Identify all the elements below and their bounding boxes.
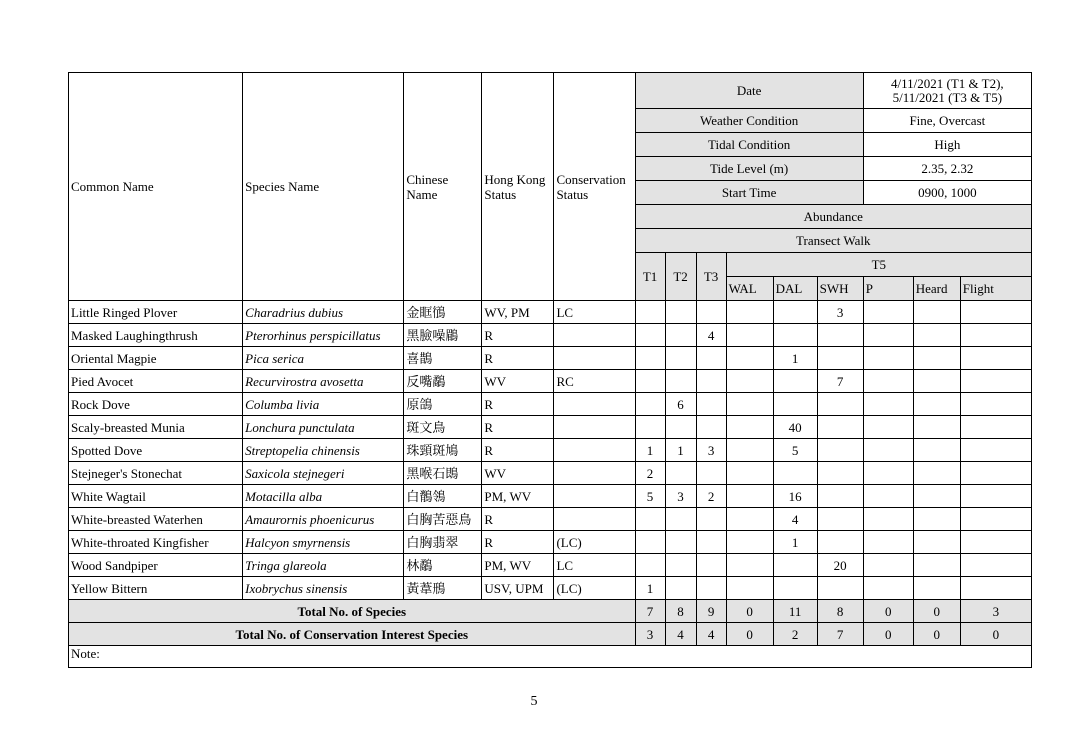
common-name-cell: Rock Dove [69,393,243,416]
hk-status-cell: PM, WV [482,485,554,508]
count-cell-t1 [635,508,665,531]
tide-level-value: 2.35, 2.32 [863,157,1031,181]
count-cell-heard [913,531,960,554]
count-cell-swh [817,508,863,531]
total-cell-p: 0 [863,600,913,623]
count-cell-swh [817,416,863,439]
species-name-cell: Lonchura punctulata [243,416,404,439]
header-swh: SWH [817,277,863,301]
common-name-cell: Scaly-breasted Munia [69,416,243,439]
note-label: Note: [69,646,1032,668]
count-cell-dal [773,324,817,347]
count-cell-heard [913,577,960,600]
count-cell-swh [817,439,863,462]
count-cell-t3 [696,301,726,324]
tidal-value: High [863,133,1031,157]
total-cell-dal: 2 [773,623,817,646]
count-cell-t1: 5 [635,485,665,508]
count-cell-swh: 3 [817,301,863,324]
weather-value: Fine, Overcast [863,109,1031,133]
count-cell-heard [913,393,960,416]
table-row [69,554,1032,577]
table-row [69,577,1032,600]
count-cell-dal [773,301,817,324]
common-name-cell: Stejneger's Stonechat [69,462,243,485]
header-t5: T5 [726,253,1031,277]
table-row [69,462,1032,485]
hk-status-cell: R [482,439,554,462]
header-dal: DAL [773,277,817,301]
total-cell-flight: 0 [960,623,1031,646]
conservation-status-cell: LC [554,554,635,577]
count-cell-t1 [635,347,665,370]
chinese-name-cell: 白胸翡翠 [404,531,482,554]
count-cell-t3 [696,416,726,439]
species-name-cell: Pterorhinus perspicillatus [243,324,404,347]
chinese-name-cell: 喜鵲 [404,347,482,370]
count-cell-wal [726,416,773,439]
header-t3: T3 [696,253,726,301]
transect-walk-label: Transect Walk [635,229,1031,253]
abundance-label: Abundance [635,205,1031,229]
count-cell-p [863,393,913,416]
count-cell-heard [913,416,960,439]
count-cell-swh: 20 [817,554,863,577]
header-heard: Heard [913,277,960,301]
count-cell-wal [726,531,773,554]
count-cell-p [863,554,913,577]
common-name-cell: White-breasted Waterhen [69,508,243,531]
count-cell-flight [960,347,1031,370]
count-cell-t2 [665,577,696,600]
count-cell-t2 [665,462,696,485]
conservation-status-cell: LC [554,301,635,324]
chinese-name-cell: 黑臉噪鶥 [404,324,482,347]
conservation-status-cell [554,462,635,485]
count-cell-p [863,508,913,531]
common-name-cell: Spotted Dove [69,439,243,462]
species-name-cell: Pica serica [243,347,404,370]
common-name-cell: White Wagtail [69,485,243,508]
count-cell-p [863,531,913,554]
table-row [69,324,1032,347]
count-cell-flight [960,324,1031,347]
chinese-name-cell: 原鴿 [404,393,482,416]
count-cell-heard [913,462,960,485]
species-name-cell: Charadrius dubius [243,301,404,324]
species-name-cell: Ixobrychus sinensis [243,577,404,600]
count-cell-wal [726,393,773,416]
total-cell-wal: 0 [726,600,773,623]
total-cell-wal: 0 [726,623,773,646]
count-cell-t3 [696,462,726,485]
count-cell-dal [773,577,817,600]
count-cell-wal [726,439,773,462]
count-cell-t1 [635,324,665,347]
header-conservation-status: Conservation Status [554,73,635,301]
start-time-value: 0900, 1000 [863,181,1031,205]
header-wal: WAL [726,277,773,301]
hk-status-cell: WV [482,462,554,485]
count-cell-swh [817,393,863,416]
table-row [69,301,1032,324]
conservation-status-cell: RC [554,370,635,393]
total-cell-t3: 9 [696,600,726,623]
conservation-status-cell: (LC) [554,531,635,554]
count-cell-p [863,347,913,370]
count-cell-t1 [635,370,665,393]
count-cell-flight [960,370,1031,393]
count-cell-t2 [665,416,696,439]
count-cell-t3 [696,577,726,600]
count-cell-swh [817,485,863,508]
hk-status-cell: R [482,508,554,531]
count-cell-t3: 2 [696,485,726,508]
count-cell-t3 [696,508,726,531]
date-value: 4/11/2021 (T1 & T2), 5/11/2021 (T3 & T5) [863,73,1031,109]
common-name-cell: Masked Laughingthrush [69,324,243,347]
conservation-status-cell [554,324,635,347]
count-cell-t3 [696,370,726,393]
hk-status-cell: R [482,324,554,347]
count-cell-wal [726,324,773,347]
conservation-status-cell [554,393,635,416]
header-t2: T2 [665,253,696,301]
count-cell-flight [960,577,1031,600]
species-name-cell: Motacilla alba [243,485,404,508]
count-cell-flight [960,485,1031,508]
total-cell-t2: 8 [665,600,696,623]
count-cell-heard [913,324,960,347]
table-row [69,508,1032,531]
chinese-name-cell: 金眶鴴 [404,301,482,324]
common-name-cell: Wood Sandpiper [69,554,243,577]
header-hk-status: Hong Kong Status [482,73,554,301]
count-cell-flight [960,416,1031,439]
count-cell-t3: 4 [696,324,726,347]
count-cell-dal [773,554,817,577]
count-cell-t2 [665,301,696,324]
count-cell-flight [960,531,1031,554]
count-cell-heard [913,439,960,462]
count-cell-wal [726,485,773,508]
total-cell-swh: 8 [817,600,863,623]
count-cell-dal: 5 [773,439,817,462]
header-p: P [863,277,913,301]
count-cell-wal [726,301,773,324]
count-cell-t3 [696,393,726,416]
chinese-name-cell: 黃葦鳽 [404,577,482,600]
total-cell-t2: 4 [665,623,696,646]
count-cell-heard [913,554,960,577]
total-cell-heard: 0 [913,600,960,623]
weather-label: Weather Condition [635,109,863,133]
count-cell-flight [960,554,1031,577]
totals-label: Total No. of Species [69,600,636,623]
count-cell-t1 [635,554,665,577]
count-cell-dal [773,370,817,393]
total-cell-t3: 4 [696,623,726,646]
count-cell-wal [726,370,773,393]
species-survey-table [68,72,1032,668]
species-name-cell: Saxicola stejnegeri [243,462,404,485]
count-cell-dal [773,462,817,485]
count-cell-wal [726,347,773,370]
table-row [69,347,1032,370]
total-cell-swh: 7 [817,623,863,646]
count-cell-t1: 1 [635,439,665,462]
count-cell-dal: 1 [773,347,817,370]
tidal-label: Tidal Condition [635,133,863,157]
conservation-status-cell [554,347,635,370]
count-cell-flight [960,462,1031,485]
count-cell-dal: 16 [773,485,817,508]
count-cell-t1: 1 [635,577,665,600]
count-cell-dal: 1 [773,531,817,554]
common-name-cell: Yellow Bittern [69,577,243,600]
start-time-label: Start Time [635,181,863,205]
count-cell-t2 [665,347,696,370]
note-row [69,646,1032,668]
count-cell-t1 [635,531,665,554]
header-row-date [69,73,1032,109]
conservation-status-cell: (LC) [554,577,635,600]
count-cell-t2 [665,508,696,531]
count-cell-swh [817,531,863,554]
hk-status-cell: WV, PM [482,301,554,324]
species-name-cell: Tringa glareola [243,554,404,577]
count-cell-t2 [665,531,696,554]
chinese-name-cell: 反嘴鷸 [404,370,482,393]
page-number: 5 [530,694,538,709]
count-cell-flight [960,301,1031,324]
count-cell-heard [913,370,960,393]
count-cell-t3 [696,554,726,577]
chinese-name-cell: 斑文鳥 [404,416,482,439]
conservation-status-cell [554,439,635,462]
hk-status-cell: R [482,531,554,554]
conservation-status-cell [554,485,635,508]
count-cell-p [863,439,913,462]
chinese-name-cell: 黑喉石鵖 [404,462,482,485]
count-cell-swh [817,324,863,347]
hk-status-cell: WV [482,370,554,393]
count-cell-swh [817,577,863,600]
common-name-cell: Little Ringed Plover [69,301,243,324]
count-cell-p [863,577,913,600]
count-cell-heard [913,347,960,370]
count-cell-t2 [665,554,696,577]
hk-status-cell: R [482,416,554,439]
chinese-name-cell: 白鶺鴒 [404,485,482,508]
species-name-cell: Amaurornis phoenicurus [243,508,404,531]
hk-status-cell: R [482,393,554,416]
header-chinese-name: Chinese Name [404,73,482,301]
total-cell-t1: 7 [635,600,665,623]
count-cell-t3 [696,347,726,370]
count-cell-swh: 7 [817,370,863,393]
hk-status-cell: USV, UPM [482,577,554,600]
species-name-cell: Halcyon smyrnensis [243,531,404,554]
chinese-name-cell: 白胸苦惡鳥 [404,508,482,531]
count-cell-wal [726,554,773,577]
count-cell-p [863,324,913,347]
count-cell-heard [913,508,960,531]
hk-status-cell: PM, WV [482,554,554,577]
conservation-status-cell [554,416,635,439]
count-cell-t1 [635,301,665,324]
totals-label: Total No. of Conservation Interest Species [69,623,636,646]
header-common-name: Common Name [69,73,243,301]
common-name-cell: White-throated Kingfisher [69,531,243,554]
chinese-name-cell: 林鷸 [404,554,482,577]
count-cell-wal [726,577,773,600]
table-row [69,485,1032,508]
count-cell-t2 [665,370,696,393]
species-name-cell: Streptopelia chinensis [243,439,404,462]
count-cell-p [863,462,913,485]
table-row [69,393,1032,416]
count-cell-p [863,370,913,393]
count-cell-wal [726,462,773,485]
count-cell-t1 [635,416,665,439]
totals-row [69,623,1032,646]
count-cell-t1 [635,393,665,416]
totals-row [69,600,1032,623]
tide-level-label: Tide Level (m) [635,157,863,181]
common-name-cell: Oriental Magpie [69,347,243,370]
total-cell-dal: 11 [773,600,817,623]
table-row [69,370,1032,393]
count-cell-flight [960,508,1031,531]
count-cell-heard [913,485,960,508]
count-cell-heard [913,301,960,324]
count-cell-dal: 4 [773,508,817,531]
total-cell-heard: 0 [913,623,960,646]
species-name-cell: Columba livia [243,393,404,416]
total-cell-t1: 3 [635,623,665,646]
table-row [69,439,1032,462]
table-row [69,416,1032,439]
common-name-cell: Pied Avocet [69,370,243,393]
total-cell-p: 0 [863,623,913,646]
count-cell-flight [960,439,1031,462]
count-cell-dal: 40 [773,416,817,439]
count-cell-flight [960,393,1031,416]
count-cell-t2: 1 [665,439,696,462]
count-cell-t2: 6 [665,393,696,416]
count-cell-swh [817,462,863,485]
count-cell-p [863,485,913,508]
chinese-name-cell: 珠頸斑鳩 [404,439,482,462]
date-label: Date [635,73,863,109]
count-cell-t3 [696,531,726,554]
count-cell-p [863,416,913,439]
header-species-name: Species Name [243,73,404,301]
table-row [69,531,1032,554]
count-cell-t1: 2 [635,462,665,485]
count-cell-t2: 3 [665,485,696,508]
count-cell-swh [817,347,863,370]
hk-status-cell: R [482,347,554,370]
count-cell-t2 [665,324,696,347]
count-cell-t3: 3 [696,439,726,462]
header-t1: T1 [635,253,665,301]
total-cell-flight: 3 [960,600,1031,623]
header-flight: Flight [960,277,1031,301]
count-cell-p [863,301,913,324]
conservation-status-cell [554,508,635,531]
count-cell-wal [726,508,773,531]
count-cell-dal [773,393,817,416]
species-name-cell: Recurvirostra avosetta [243,370,404,393]
